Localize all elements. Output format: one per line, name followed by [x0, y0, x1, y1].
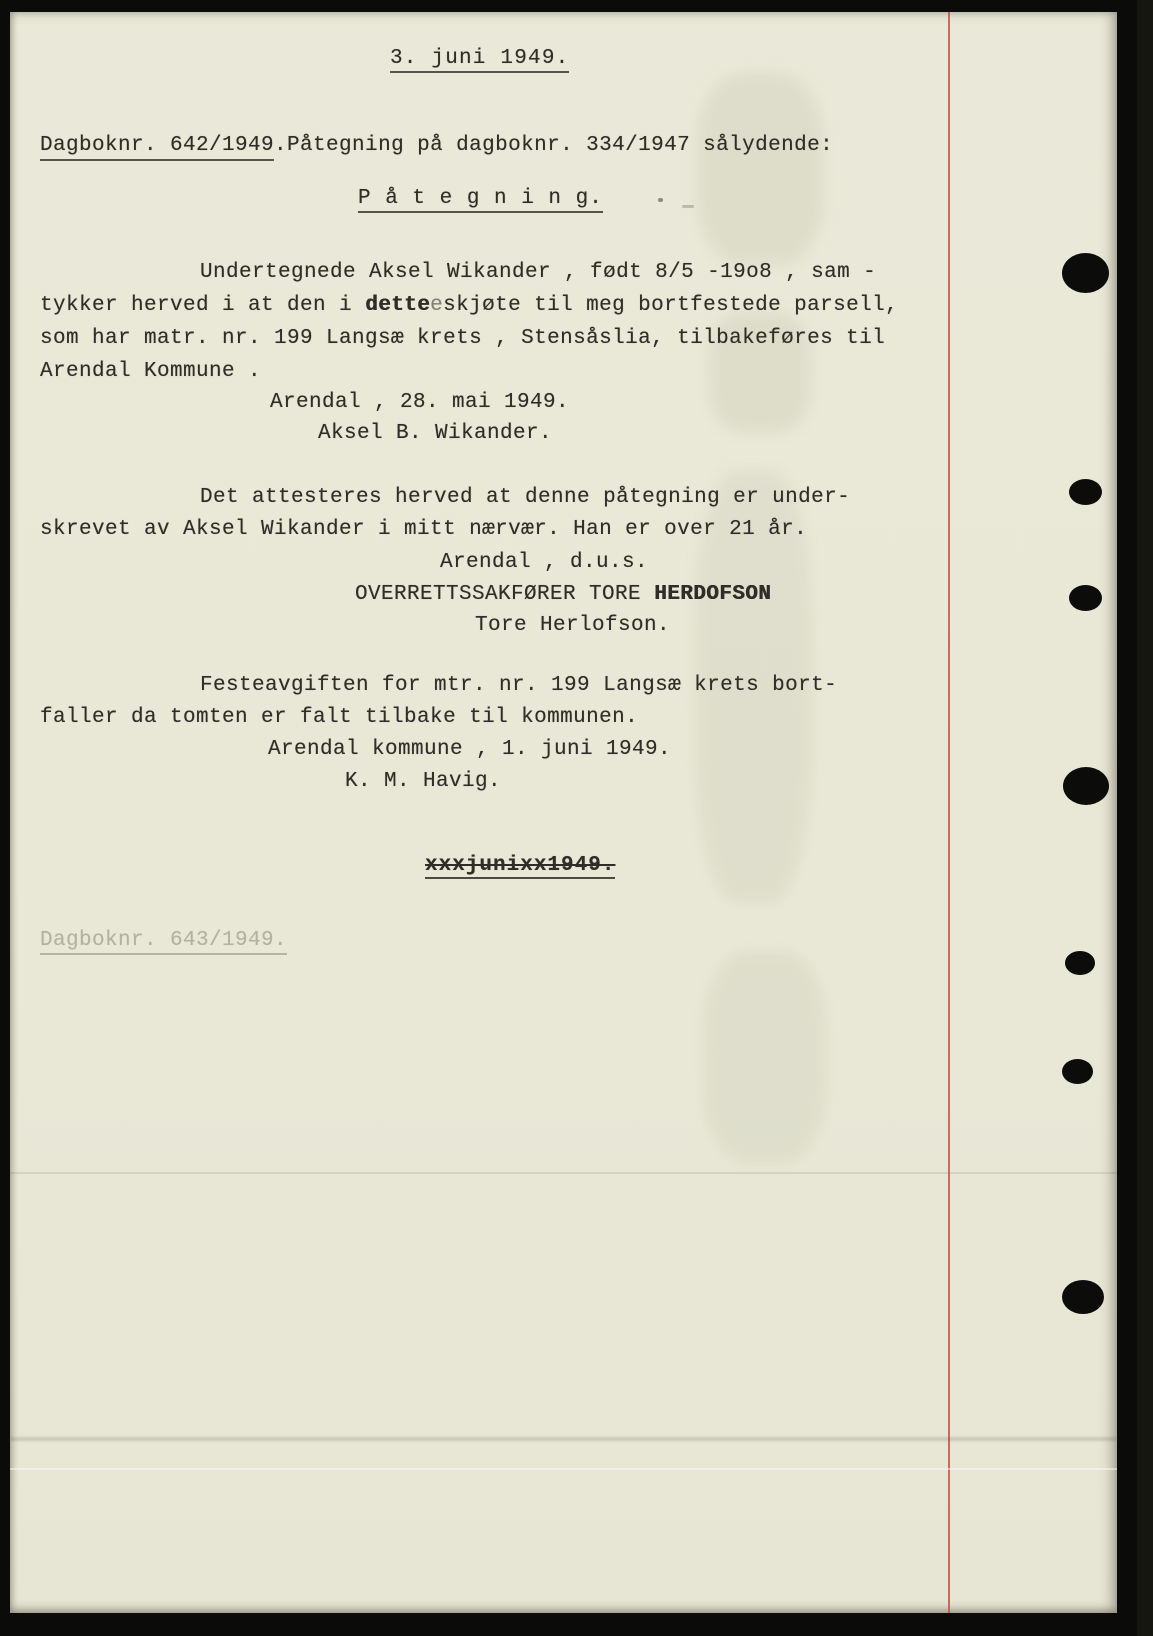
bleedthrough-smudge	[698, 74, 823, 264]
entry-reference-number: Dagboknr. 642/1949	[40, 134, 274, 161]
binder-hole	[1063, 767, 1109, 805]
faint-entry-reference: Dagboknr. 643/1949.	[40, 930, 287, 955]
binder-hole	[1069, 479, 1102, 505]
binder-hole	[1062, 1280, 1104, 1314]
binder-hole	[1065, 951, 1095, 975]
dateline: Arendal kommune , 1. juni 1949.	[268, 738, 672, 761]
attestor-title: OVERRETTSSAKFØRER TORE	[355, 583, 655, 606]
signature: Aksel B. Wikander.	[318, 422, 553, 445]
attestor-title-line	[355, 584, 771, 605]
scan-artifact-line	[10, 1468, 1117, 1470]
dateline: Arendal , 28. mai 1949.	[270, 391, 570, 414]
attestor-name-overstruck: HERDOFSON	[654, 583, 772, 606]
body-line: skrevet av Aksel Wikander i mitt nærvær. Han er over 21 år.	[40, 518, 808, 541]
body-text: skjøte til meg bortfestede parsell,	[443, 294, 899, 317]
entry-reference-rest: .Påtegning på dagboknr. 334/1947 sålydende:	[274, 134, 834, 157]
binder-hole	[1069, 585, 1102, 611]
binder-hole	[1062, 1059, 1093, 1084]
faded-char: e	[430, 294, 444, 317]
ink-speck	[682, 205, 694, 208]
body-line: Festeavgiften for mtr. nr. 199 Langsæ krets bort-	[200, 674, 838, 697]
body-text: tykker herved i at den i	[40, 294, 366, 317]
body-line: faller da tomten er falt tilbake til kommunen.	[40, 706, 639, 729]
body-line: Undertegnede Aksel Wikander , født 8/5 -19o8 , sam -	[200, 261, 877, 284]
dateline: Arendal , d.u.s.	[440, 551, 649, 574]
bleedthrough-smudge	[705, 952, 825, 1162]
body-line: Det attesteres herved at denne påtegning er under-	[200, 486, 851, 509]
signature: Tore Herlofson.	[475, 614, 671, 637]
section-heading: P å t e g n i n g.	[358, 188, 603, 213]
scan-right-band	[1137, 0, 1153, 1636]
binder-hole	[1062, 253, 1109, 293]
scan-artifact-line	[10, 1437, 1117, 1441]
struck-out-date: xxxjunixx1949.	[425, 854, 616, 877]
entry-reference	[40, 135, 833, 156]
ink-speck	[658, 198, 663, 202]
body-line: som har matr. nr. 199 Langsæ krets , Stensåslia, tilbakeføres til	[40, 327, 886, 350]
scan-artifact-line	[10, 1172, 1117, 1174]
date-heading: 3. juni 1949.	[390, 48, 569, 73]
body-line	[40, 295, 898, 316]
document-page	[10, 12, 1117, 1613]
signature: K. M. Havig.	[345, 770, 502, 793]
overstruck-word: dette	[365, 294, 431, 317]
margin-rule	[948, 12, 950, 1613]
body-line: Arendal Kommune .	[40, 360, 262, 383]
